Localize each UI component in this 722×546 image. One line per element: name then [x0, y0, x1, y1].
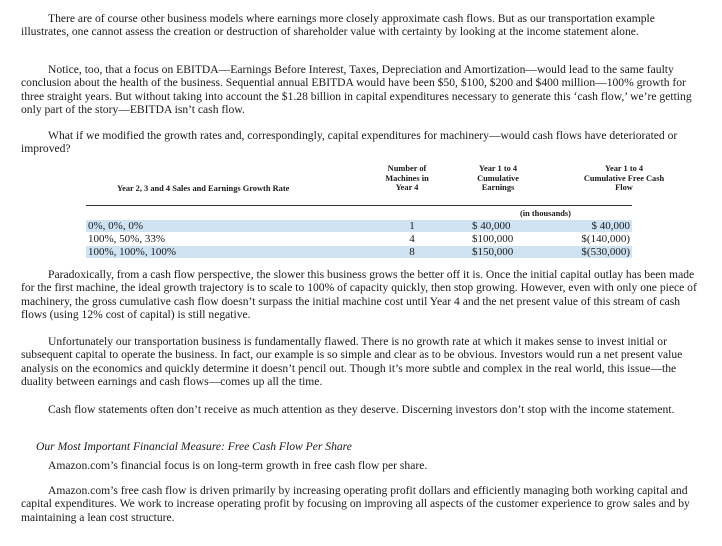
table-row [86, 246, 632, 258]
paragraph-paradox: Paradoxically, from a cash flow perspective, the slower this business grows the better off it is. Once the initial capital outlay has been made for the first machine, the ideal growth trajectory is to scale to 100% of capacity quickly, then stop growing. However, even with only one piece of machinery, the gross cumulative cash flow doesn’t surpass the initial machine cost until Year 4 and the net present value of this stream of cash flows (using 12% cost of capital) is still negative. [21, 268, 697, 322]
cell-machines: 1 [409, 220, 415, 232]
paragraph-cash-flow-statements: Cash flow statements often don’t receive as much attention as they deserve. Discerning investors don’t stop with the income statement. [48, 403, 675, 416]
paragraph-ebitda: Notice, too, that a focus on EBITDA—Earnings Before Interest, Taxes, Depreciation and Amortization—would lead to the same faulty conclusion about the health of the business. Sequential annual EBITDA would have been $50, $100, $200 and $400 million—100% growth for three straight years. But without taking into account the $1.28 billion in capital expenditures necessary to generate this ‘cash flow,’ we’re getting only part of the story—EBITDA isn’t cash flow. [21, 63, 692, 117]
paragraph-flawed-business: Unfortunately our transportation business is fundamentally flawed. There is no growth rate at which it makes sense to invest initial or subsequent capital to operate the business. In fact, our example is so simple and clear as to be obvious. Investors would run a net present value analysis on the economics and quickly determine it doesn’t pencil out. Though it’s more subtle and complex in the real world, this issue—the duality between earnings and cash flows—comes up all the time. [21, 335, 683, 389]
header-cumulative-cash-flow: Year 1 to 4 Cumulative Free Cash Flow [583, 164, 665, 193]
section-heading: Our Most Important Financial Measure: Free Cash Flow Per Share [36, 440, 352, 453]
table-row [86, 220, 632, 232]
cell-cash-flow: $(530,000) [581, 246, 630, 258]
cell-machines: 8 [409, 246, 415, 258]
cell-earnings: $150,000 [472, 246, 514, 258]
cell-machines: 4 [409, 233, 415, 245]
units-label: (in thousands) [520, 209, 571, 218]
header-cumulative-earnings: Year 1 to 4 Cumulative Earnings [477, 164, 519, 193]
paragraph-free-cash-flow-drivers: Amazon.com’s free cash flow is driven primarily by increasing operating profit dollars and efficiently managing both working capital and capital expenditures. We work to increase operating profit by focusing on improving all aspects of the customer experience to grow sales and by maintaining a lean cost structure. [21, 484, 690, 524]
table-rule [86, 205, 632, 206]
cell-earnings: $100,000 [472, 233, 514, 245]
cell-earnings: $ 40,000 [472, 220, 511, 232]
cell-cash-flow: $ 40,000 [591, 220, 630, 232]
header-growth-rate: Year 2, 3 and 4 Sales and Earnings Growth Rate [117, 184, 290, 193]
paragraph-growth-question: What if we modified the growth rates and, correspondingly, capital expenditures for machinery—would cash flows have deteriorated or improved? [21, 129, 678, 156]
paragraph-financial-focus: Amazon.com’s financial focus is on long-term growth in free cash flow per share. [48, 459, 428, 472]
header-machines: Number of Machines in Year 4 [385, 164, 429, 193]
table-row [86, 233, 632, 245]
paragraph-business-models: There are of course other business models where earnings more closely approximate cash flows. But as our transportation example illustrates, one cannot assess the creation or destruction of shareholder value with certainty by looking at the income statement alone. [21, 12, 655, 39]
table-header [21, 164, 701, 198]
cell-growth-rates: 100%, 100%, 100% [88, 246, 176, 258]
cell-growth-rates: 100%, 50%, 33% [88, 233, 165, 245]
cell-cash-flow: $(140,000) [581, 233, 630, 245]
cell-growth-rates: 0%, 0%, 0% [88, 220, 143, 232]
